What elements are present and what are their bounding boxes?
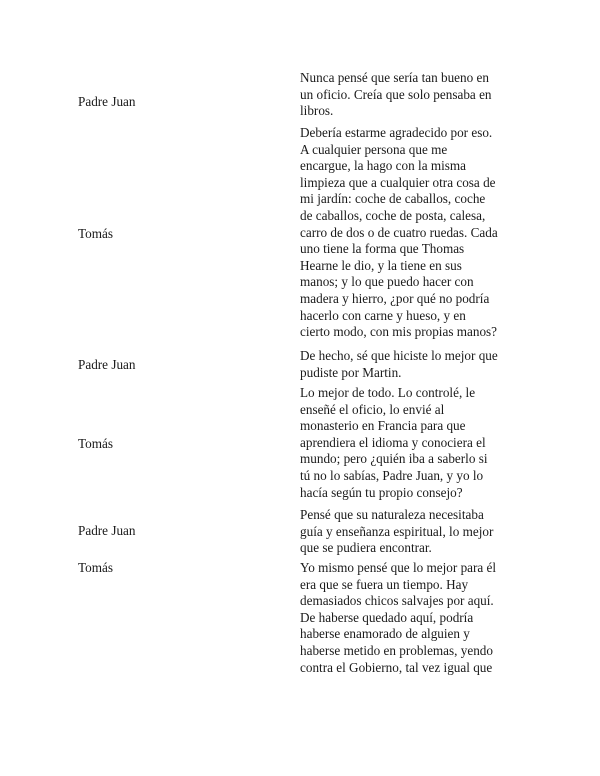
speech-line: hacía según tu propio consejo? — [300, 484, 463, 500]
speech-line: tú no lo sabías, Padre Juan, y yo lo — [300, 467, 484, 483]
speaker-name: Tomás — [78, 226, 113, 241]
speech-line: pudiste por Martin. — [300, 364, 402, 380]
speech-line: monasterio en Francia para que — [300, 418, 466, 434]
speech-line: contra el Gobierno, tal vez igual que — [300, 659, 493, 675]
speech-text — [300, 125, 545, 341]
speech-line: encargue, la hago con la misma — [300, 158, 467, 174]
speech-text — [300, 385, 545, 501]
speech-line: enseñé el oficio, lo envié al — [300, 401, 445, 417]
speech-line: que se pudiera encontrar. — [300, 540, 432, 556]
speech-line: De hecho, sé que hiciste lo mejor que — [300, 348, 498, 363]
speech-line: mi jardín: coche de caballos, coche — [300, 191, 486, 207]
speech-line: de caballos, coche de posta, calesa, — [300, 207, 486, 223]
speech-line: De haberse quedado aquí, podría — [300, 609, 474, 625]
speech-text — [300, 507, 545, 557]
speech-line: Lo mejor de todo. Lo controlé, le — [300, 385, 476, 400]
speech-line: limpieza que a cualquier otra cosa de — [300, 174, 496, 190]
speech-line: madera y hierro, ¿por qué no podría — [300, 290, 490, 306]
speech-line: era que se fuera un tiempo. Hay — [300, 576, 469, 592]
speech-line: uno tiene la forma que Thomas — [300, 241, 465, 257]
speech-line: demasiados chicos salvajes por aquí. — [300, 593, 494, 609]
speech-text — [300, 348, 545, 381]
speaker-name: Padre Juan — [78, 357, 136, 372]
speech-line: haberse metido en problemas, yendo — [300, 642, 493, 658]
speech-text — [300, 70, 545, 120]
speech-text — [300, 560, 545, 676]
speech-line: cierto modo, con mis propias manos? — [300, 324, 498, 340]
speech-line: A cualquier persona que me — [300, 141, 448, 157]
speech-line: mundo; pero ¿quién iba a saberlo si — [300, 451, 488, 467]
speech-line: carro de dos o de cuatro ruedas. Cada — [300, 224, 498, 240]
speech-line: hacerlo con carne y hueso, y en — [300, 307, 466, 323]
speech-line: Nunca pensé que sería tan bueno en — [300, 70, 489, 85]
speech-line: aprendiera el idioma y conociera el — [300, 434, 486, 450]
speaker-name: Tomás — [78, 560, 113, 575]
speech-line: Hearne le dio, y la tiene en sus — [300, 257, 462, 273]
speech-line: libros. — [300, 103, 334, 119]
speech-line: Yo mismo pensé que lo mejor para él — [300, 560, 497, 575]
speech-line: un oficio. Creía que solo pensaba en — [300, 86, 492, 102]
speech-line: Debería estarme agradecido por eso. — [300, 125, 493, 140]
speaker-name: Tomás — [78, 436, 113, 451]
speaker-name: Padre Juan — [78, 94, 136, 109]
speech-line: guía y enseñanza espiritual, lo mejor — [300, 523, 494, 539]
speech-line: haberse enamorado de alguien y — [300, 626, 470, 642]
speech-line: Pensé que su naturaleza necesitaba — [300, 507, 484, 522]
speech-line: manos; y lo que puedo hacer con — [300, 274, 474, 290]
speaker-name: Padre Juan — [78, 523, 136, 538]
